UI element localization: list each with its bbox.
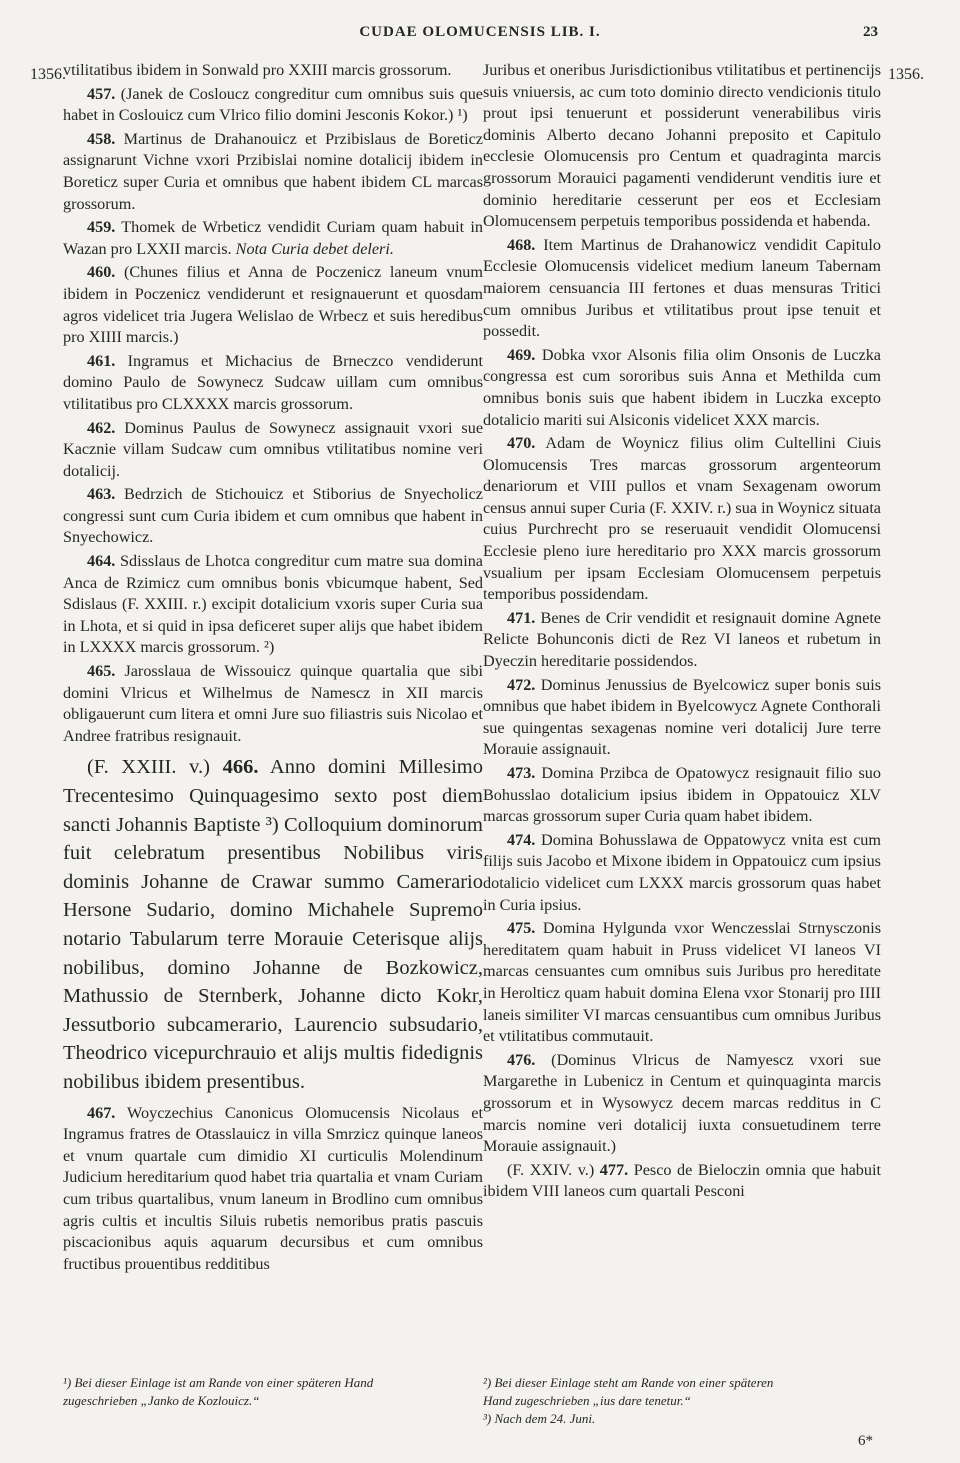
entry-number: 464. [87, 552, 116, 571]
entry-text: Bedrzich de Stichouicz et Stiborius de Snyecholicz congressi sunt cum Curia ibidem et cum omnibus que habent in Snyechowicz. [63, 485, 483, 547]
margin-year-right: 1356. [888, 66, 924, 83]
entry-473 [483, 763, 881, 828]
entry-470 [483, 433, 881, 606]
entry-459 [63, 217, 483, 260]
entry-462 [63, 418, 483, 483]
entry-464 [63, 551, 483, 659]
entry-text: Dominus Jenussius de Byelcowicz super bonis suis omnibus que habet ibidem in Byelcowycz Agnete Conthorali sue quingentas sexagenas nomine veri dotalicij Jure terre Morauie assignauit. [483, 675, 881, 759]
entry-471 [483, 608, 881, 673]
entry-number: 459. [87, 218, 116, 237]
entry-text: Domina Bohusslawa de Oppatowycz vnita est cum filijs suis Jacobo et Mixone ibidem in Oppatouicz cum ipsius dotalicio videlicet cum LXXX marcis grossorum quas habet in Curia ipsius. [483, 830, 881, 914]
entry-text: Domina Przibca de Opatowycz resignauit filio suo Bohusslao dotalicium ipsius ibidem in Oppatouicz XLV marcas grossorum super Curia quam habet ibidem. [483, 764, 881, 826]
page-number: 23 [863, 24, 878, 40]
entry-number: 467. [87, 1103, 116, 1122]
entry-text: Domina Hylgunda vxor Wenczesslai Strnysczonis hereditatem quam habuit in Pruss videlicet VI laneos VI marcas censuantes cum omnibus suis Juribus pro hereditate in Herolticz quam habuit domina Elena vxor Stonarij pro IIII laneis similiter VI marcas censuantibus cum omnibus Juribus et vtilitatibus commutauit. [483, 919, 881, 1046]
folio-reference: (F. XXIV. v.) [507, 1160, 600, 1179]
entry-text: Sdisslaus de Lhotca congreditur cum matre sua domina Anca de Rzimicz cum omnibus bonis vbicumque habent, Sed Sdislaus (F. XXIII. r.) excipit dotalicium vxoris super Curia sua in Lhota, et si quid in ipsa deficeret super alijs que habet ibidem in LXXXX marcis grossorum. ²) [63, 552, 483, 657]
entry-467 [63, 1103, 483, 1276]
footnote-line: ¹) Bei dieser Einlage ist am Rande von einer späteren Hand [63, 1375, 374, 1390]
right-column [483, 60, 881, 1205]
entry-465 [63, 661, 483, 747]
entry-461 [63, 351, 483, 416]
entry-number: 470. [507, 434, 536, 453]
entry-477 [483, 1160, 881, 1203]
footnote-line: ³) Nach dem 24. Juni. [483, 1411, 596, 1426]
running-head [0, 24, 960, 48]
entry-number: 476. [507, 1050, 536, 1069]
entry-number: 473. [507, 764, 536, 782]
margin-year-left: 1356. [30, 66, 66, 83]
entry-text: (Dominus Vlricus de Namyescz vxori sue Margarethe in Lubenicz in Centum et quinquaginta marcis grossorum et in Wysowycz decem marcas redditus in C marcis nomine veri dotalicij iuxta consuetudinem terre Morauie assignauit.) [483, 1050, 881, 1156]
page-title: CUDAE OLOMUCENSIS LIB. I. [359, 24, 601, 40]
left-column [63, 60, 483, 1277]
entry-number: 468. [507, 235, 536, 254]
footnotes-right [483, 1374, 881, 1428]
entry-number: 457. [87, 84, 116, 103]
entry-458 [63, 129, 483, 215]
entry-text: Dobka vxor Alsonis filia olim Onsonis de Luczka congressa est cum sororibus suis Anna et Methilda cum omnibus bonis suis que habent ibidem in Luczka excepto dotalicio mariti sui Alsiconis videlicet XXX marcis. [483, 345, 881, 429]
entry-number: 461. [87, 351, 116, 370]
footnote-line: zugeschrieben „Janko de Kozlouicz.“ [63, 1393, 260, 1408]
entry-text: Benes de Crir vendidit et resignauit domine Agnete Relicte Bohunconis dicti de Rez VI laneos et rubetum in Dyeczin hereditarie possidendos. [483, 608, 881, 671]
entry-text: Item Martinus de Drahanowicz vendidit Capitulo Ecclesie Olomucensis videlicet medium laneum Tabernam maiorem censuancia III fertones et duas mensuras Tritici cum omnibus Juribus et vtilitatibus prout ipse tenuit et possedit. [483, 235, 881, 341]
entry-number: 458. [87, 129, 116, 148]
entry-466 [63, 753, 483, 1096]
entry-474 [483, 830, 881, 916]
folio-reference: (F. XXIII. v.) [87, 756, 223, 779]
signature-mark: 6* [858, 1433, 873, 1449]
entry-text: Anno domini Millesimo Trecentesimo Quinquagesimo sexto post diem sancti Johannis Baptiste ³) Colloquium dominorum fuit celebratum presentibus Nobilibus viris dominis Johanne de Crawar summo Camerario Hersone Sudario, domino Michahele Supremo notario Tabularum terre Morauie Ceterisque alijs nobilibus, domino Johanne de Bozkowicz, Mathussio de Sternberk, Johanne dicto Kokr, Jessutborio subcamerario, Laurencio subsudario, Theodrico vicepurchrauio et alijs multis fidedignis nobilibus ibidem presentibus. [63, 756, 483, 1093]
entry-475 [483, 918, 881, 1048]
entry-text: vtilitatibus ibidem in Sonwald pro XXIII marcis grossorum. [63, 61, 452, 79]
entry-continuation [63, 60, 483, 82]
entry-text: Ingramus et Michacius de Brneczco vendiderunt domino Paulo de Sowynecz Sudcaw uillam cum omnibus vtilitatibus pro CLXXXX marcis grossorum. [63, 351, 483, 413]
entry-476 [483, 1050, 881, 1158]
entry-number: 477. [599, 1160, 629, 1179]
entry-469 [483, 345, 881, 431]
entry-number: 471. [507, 608, 536, 627]
entry-text: Adam de Woynicz filius olim Cultellini Ciuis Olomucensis Tres marcas grossorum argenteorum denariorum et VIII pullos et vnam Sexagenam oworum census annui super Curia (F. XXIV. r.) sua in Woynicz situata cuius Purchrecht pro se reseruauit vendidit Olomucensi Ecclesie pleno iure hereditario pro XXX marcis grossorum vsualium per ipsam Ecclesiam Olomucensem perpetuis temporibus possidendam. [483, 434, 881, 604]
footnote-line: ²) Bei dieser Einlage steht am Rande von einer späteren [483, 1375, 774, 1390]
entry-460 [63, 262, 483, 348]
entry-text: (Chunes filius et Anna de Poczenicz laneum vnum ibidem in Poczenicz vendiderunt et resignauerunt et quosdam agros videlicet tria Jugera Welislao de Wrbecz et suis heredibus pro XIIII marcis.) [63, 263, 483, 347]
footnote-line: Hand zugeschrieben „ius dare tenetur.“ [483, 1393, 691, 1408]
entry-number: 465. [87, 662, 116, 681]
entry-text: Jarosslaua de Wissouicz quinque quartalia que sibi domini Vlricus et Wilhelmus de Namescz in XII marcis obligauerunt cum litera et omni Jure suo filiastris suis Nicolao et Andree fratribus resignauit. [63, 662, 483, 745]
footnotes-left [63, 1374, 463, 1410]
entry-number: 475. [507, 919, 536, 938]
entry-number: 474. [507, 830, 536, 849]
entry-text: Thomek de Wrbeticz vendidit Curiam quam habuit in Wazan pro LXXII marcis. [63, 218, 483, 258]
entry-text: Martinus de Drahanouicz et Przibislaus de Boreticz assignarunt Vichne vxori Przibislai nomine dotalicij ibidem in Boreticz super Curia et omnibus que habent ibidem CL marcas grossorum. [63, 129, 483, 213]
entry-468 [483, 235, 881, 343]
entry-text: Woyczechius Canonicus Olomucensis Nicolaus et Ingramus fratres de Otasslauicz in villa Smrzicz quinque laneos et vnum quartale cum dimidio XI curticulis Molendinum Judicium hereditarium quod habet tria quartalia et vnam Curiam cum tribus quartalibus, vnum laneum in Brodlino cum omnibus agris cultis et incultis Siluis rubetis nemoribus pratis pascuis piscacionibus aquis aquarum decursibus et cum omnibus fructibus prouentibus redditibus [63, 1103, 483, 1273]
entry-text: Juribus et oneribus Jurisdictionibus vtilitatibus et pertinencijs suis vniuersis, ac cum toto dominio directo vendicionis titulo prout ipsi tenuerunt et possiderunt venerabilibus viris dominis Alberto decano Johanni preposito et Capitulo ecclesie Olomucensis pro Centum et quadraginta marcis grossorum Morauici pagamenti vendiderunt venditis iure et dominio hereditarie cesserunt per eos et Ecclesiam Olomucensem perpetuis temporibus possidenda et habenda. [483, 61, 881, 231]
entry-continuation [483, 60, 881, 233]
entry-text: Dominus Paulus de Sowynecz assignauit vxori sue Kacznie villam Sudcaw cum omnibus vtilitatibus nomine veri dotalicij. [63, 418, 483, 480]
entry-number: 466. [222, 756, 259, 779]
entry-number: 463. [87, 485, 116, 504]
entry-number: 472. [507, 675, 536, 694]
entry-number: 462. [87, 418, 116, 437]
entry-number: 469. [507, 345, 536, 364]
entry-463 [63, 484, 483, 549]
entry-text: (Janek de Cosloucz congreditur cum omnibus suis que habet in Coslouicz cum Vlrico filio domini Jesconis Kokor.) ¹) [63, 84, 483, 125]
entry-note: Nota Curia debet deleri. [235, 239, 394, 258]
entry-457 [63, 84, 483, 127]
entry-number: 460. [87, 263, 116, 282]
entry-472 [483, 675, 881, 761]
entry-text: Pesco de Bieloczin omnia que habuit ibidem VIII laneos cum quartali Pesconi [483, 1160, 881, 1201]
